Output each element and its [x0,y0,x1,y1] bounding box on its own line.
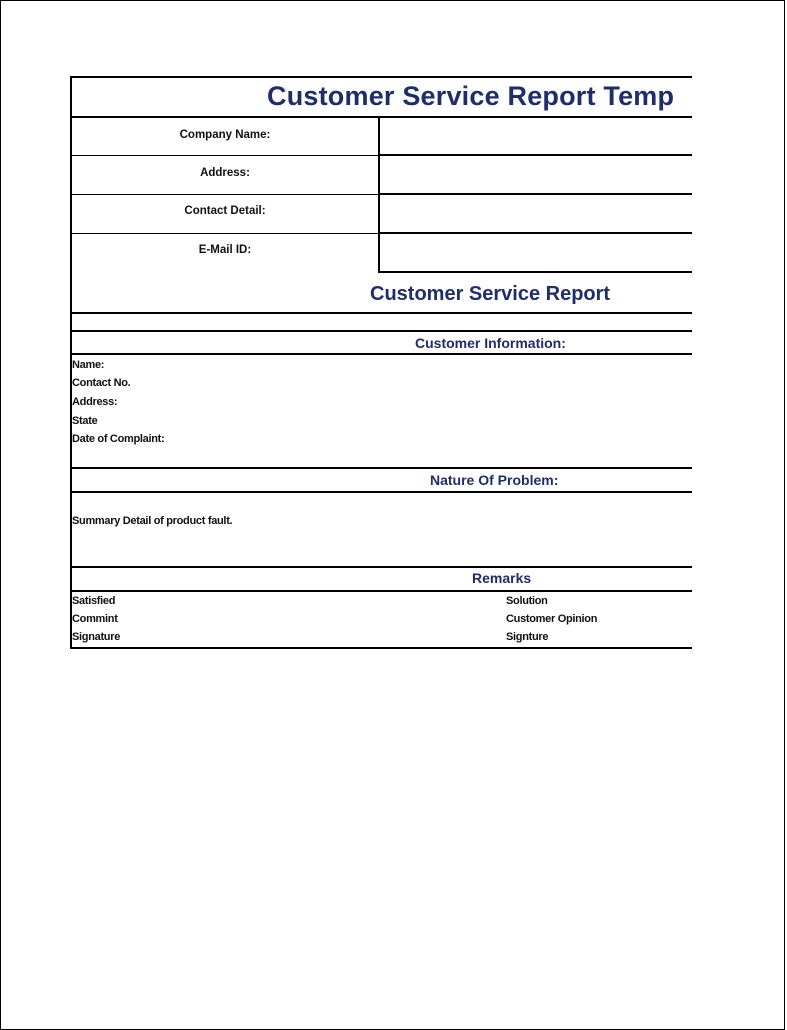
document-title: Customer Service Report Temp [267,81,675,111]
table-bottom-border [70,647,692,649]
remark-commint: Commint [72,613,118,625]
email-id-label: E-Mail ID: [198,244,252,256]
customer-contact-label: Contact No. [72,377,131,389]
contact-detail-label: Contact Detail: [184,205,266,217]
email-id-field[interactable] [380,235,692,270]
address-field[interactable] [380,157,692,192]
contact-detail-field[interactable] [380,196,692,231]
complaint-date-label: Date of Complaint: [72,433,165,445]
company-name-field[interactable] [380,118,692,153]
customer-info-heading: Customer Information: [415,335,566,351]
remark-signture: Signture [506,631,549,643]
remark-satisfied: Satisfied [72,595,116,607]
remark-customer-opinion: Customer Opinion [506,613,598,625]
remark-signature: Signature [72,631,121,643]
report-title: Customer Service Report [370,283,611,305]
customer-address-label: Address: [72,396,118,408]
remark-solution: Solution [506,595,548,607]
company-name-label: Company Name: [179,129,271,141]
problem-heading: Nature Of Problem: [430,472,559,488]
address-label: Address: [200,167,250,179]
problem-summary: Summary Detail of product fault. [72,515,233,527]
remarks-heading: Remarks [472,570,532,586]
customer-name-label: Name: [72,359,105,371]
customer-state-label: State [72,415,98,427]
document-title-cell [70,77,692,117]
